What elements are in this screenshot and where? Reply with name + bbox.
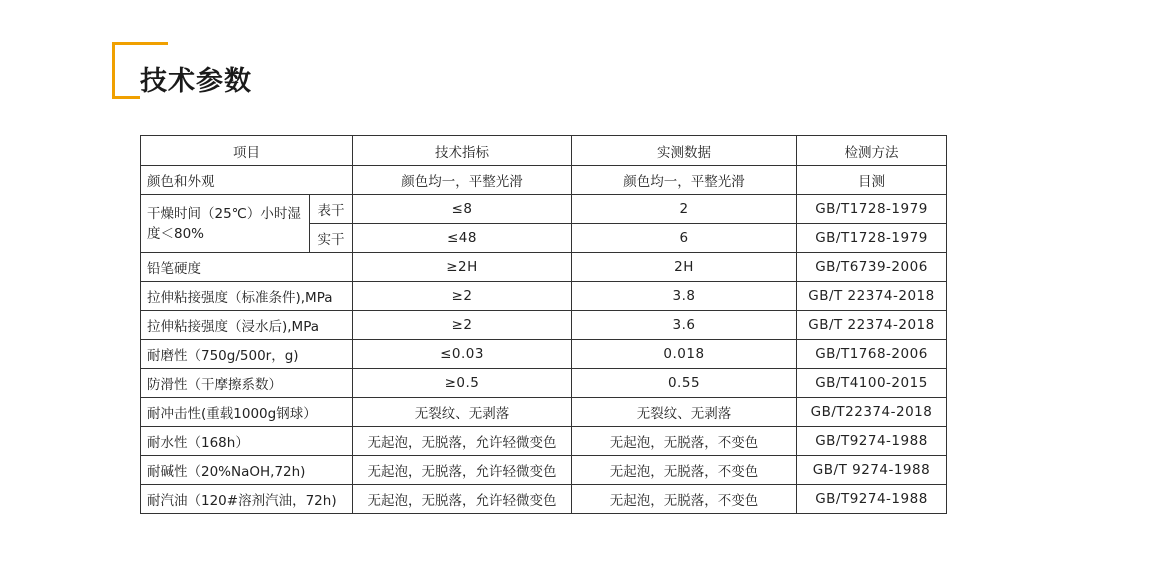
row-measured: 0.018 [572,340,797,369]
row-spec: ≥2H [353,253,572,282]
page-title: 技术参数 [140,66,252,97]
row-item: 拉伸粘接强度（浸水后),MPa [141,311,353,340]
row-method: GB/T1728-1979 [797,224,947,253]
row-method: 目测 [797,166,947,195]
row-spec: ≥0.5 [353,369,572,398]
row-item: 耐冲击性(重载1000g钢球） [141,398,353,427]
row-item: 颜色和外观 [141,166,353,195]
row-method: GB/T9274-1988 [797,427,947,456]
row-method: GB/T22374-2018 [797,398,947,427]
row-measured: 0.55 [572,369,797,398]
row-measured: 6 [572,224,797,253]
row-spec: ≥2 [353,311,572,340]
row-measured: 3.6 [572,311,797,340]
technical-parameters-table [140,135,947,514]
row-measured: 无起泡，无脱落，不变色 [572,427,797,456]
row-item: 耐水性（168h） [141,427,353,456]
row-item: 拉伸粘接强度（标准条件),MPa [141,282,353,311]
table-row [141,485,947,514]
row-spec: ≤48 [353,224,572,253]
row-method: GB/T9274-1988 [797,485,947,514]
row-measured: 2 [572,195,797,224]
table-row [141,253,947,282]
row-method: GB/T1768-2006 [797,340,947,369]
row-subitem: 表干 [310,195,353,224]
header-spec: 技术指标 [353,136,572,166]
table-row [141,427,947,456]
row-spec: 无裂纹、无剥落 [353,398,572,427]
row-method: GB/T4100-2015 [797,369,947,398]
row-method: GB/T6739-2006 [797,253,947,282]
table-row [141,398,947,427]
row-measured: 无起泡，无脱落，不变色 [572,485,797,514]
row-item: 耐碱性（20%NaOH,72h) [141,456,353,485]
row-spec: ≥2 [353,282,572,311]
table-row [141,282,947,311]
header-measured: 实测数据 [572,136,797,166]
row-measured: 无裂纹、无剥落 [572,398,797,427]
row-spec: 颜色均一，平整光滑 [353,166,572,195]
table-row [141,311,947,340]
row-item: 干燥时间（25℃）小时湿度＜80% [141,195,310,253]
table-row [141,166,947,195]
row-method: GB/T 9274-1988 [797,456,947,485]
row-method: GB/T1728-1979 [797,195,947,224]
row-method: GB/T 22374-2018 [797,282,947,311]
row-item: 防滑性（干摩擦系数） [141,369,353,398]
row-spec: 无起泡，无脱落，允许轻微变色 [353,427,572,456]
header-item: 项目 [141,136,353,166]
row-measured: 颜色均一，平整光滑 [572,166,797,195]
header-method: 检测方法 [797,136,947,166]
table-header-row [141,136,947,166]
row-spec: 无起泡，无脱落，允许轻微变色 [353,456,572,485]
table-row [141,195,947,224]
row-measured: 无起泡，无脱落，不变色 [572,456,797,485]
row-spec: 无起泡，无脱落，允许轻微变色 [353,485,572,514]
row-item: 耐汽油（120#溶剂汽油，72h) [141,485,353,514]
row-measured: 3.8 [572,282,797,311]
row-subitem: 实干 [310,224,353,253]
row-item: 耐磨性（750g/500r，g) [141,340,353,369]
row-spec: ≤8 [353,195,572,224]
title-bracket-tail [112,96,140,99]
table-row [141,456,947,485]
row-method: GB/T 22374-2018 [797,311,947,340]
row-item: 铅笔硬度 [141,253,353,282]
row-spec: ≤0.03 [353,340,572,369]
row-measured: 2H [572,253,797,282]
table-row [141,340,947,369]
table-row [141,369,947,398]
